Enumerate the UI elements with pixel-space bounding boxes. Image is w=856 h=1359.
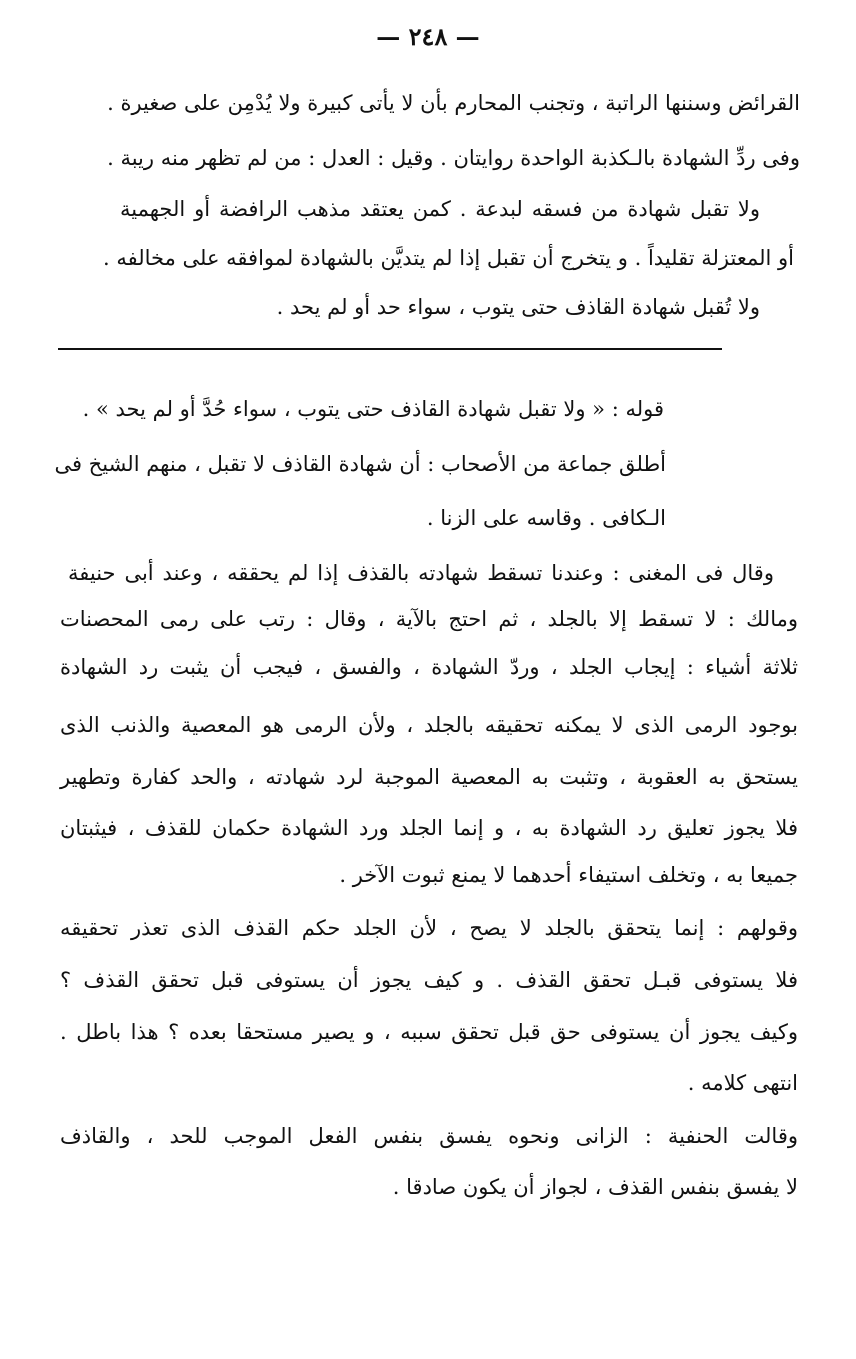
commentary-line: فلا يجوز تعليق رد الشهادة به ، و إنما الجلد ورد الشهادة حكمان للقذف ، فيثبتان bbox=[60, 816, 798, 840]
commentary-line: قوله : « ولا تقبل شهادة القاذف حتى يتوب ، سواء حُدَّ أو لم يحد » . bbox=[82, 397, 664, 421]
commentary-line: وقولهم : إنما يتحقق بالجلد لا يصح ، لأن الجلد حكم القذف الذى تعذر تحقيقه bbox=[60, 916, 798, 940]
commentary-line: الـكافى . وقاسه على الزنا . bbox=[426, 506, 666, 530]
commentary-line: ومالك : لا تسقط إلا بالجلد ، ثم احتج بالآية ، وقال : رتب على رمى المحصنات bbox=[60, 607, 798, 631]
main-text-line: وفى ردِّ الشهادة بالـكذبة الواحدة روايتان . وقيل : العدل : من لم تظهر منه ريبة . bbox=[107, 146, 800, 170]
main-text-line: أو المعتزلة تقليداً . و يتخرج أن تقبل إذا لم يتديَّن بالشهادة لموافقه على مخالفه . bbox=[103, 246, 794, 270]
commentary-line: ثلاثة أشياء : إيجاب الجلد ، وردّ الشهادة ، والفسق ، فيجب أن يثبت رد الشهادة bbox=[60, 655, 798, 679]
main-text-line: القرائض وسننها الراتبة ، وتجنب المحارم بأن لا يأتى كبيرة ولا يُدْمِن على صغيرة . bbox=[107, 91, 800, 115]
commentary-line: وقالت الحنفية : الزانى ونحوه يفسق بنفس الفعل الموجب للحد ، والقاذف bbox=[60, 1124, 798, 1148]
section-divider bbox=[58, 348, 722, 350]
commentary-line: وكيف يجوز أن يستوفى حق قبل تحقق سببه ، و يصير مستحقا بعده ؟ هذا باطل . bbox=[60, 1020, 798, 1044]
commentary-line: أطلق جماعة من الأصحاب : أن شهادة القاذف لا تقبل ، منهم الشيخ فى bbox=[54, 452, 666, 476]
commentary-line: فلا يستوفى قبـل تحقق القذف . و كيف يجوز أن يستوفى قبل تحقق القذف ؟ bbox=[60, 968, 798, 992]
commentary-line: بوجود الرمى الذى لا يمكنه تحقيقه بالجلد ، ولأن الرمى هو المعصية والذنب الذى bbox=[60, 713, 798, 737]
commentary-line: انتهى كلامه . bbox=[687, 1071, 798, 1095]
commentary-line: يستحق به العقوبة ، وتثبت به المعصية الموجبة لرد شهادته ، والحد كفارة وتطهير bbox=[60, 765, 798, 789]
commentary-line: جميعا به ، وتخلف استيفاء أحدهما لا يمنع ثبوت الآخر . bbox=[339, 863, 798, 887]
page-number: — ٢٤٨ — bbox=[376, 22, 480, 51]
main-text-line: ولا تقبل شهادة من فسقه لبدعة . كمن يعتقد مذهب الرافضة أو الجهمية bbox=[120, 197, 760, 221]
main-text-line: ولا تُقبل شهادة القاذف حتى يتوب ، سواء حد أو لم يحد . bbox=[276, 295, 760, 319]
commentary-line: وقال فى المغنى : وعندنا تسقط شهادته بالقذف إذا لم يحققه ، وعند أبى حنيفة bbox=[68, 561, 774, 585]
commentary-line: لا يفسق بنفس القذف ، لجواز أن يكون صادقا . bbox=[392, 1175, 798, 1199]
